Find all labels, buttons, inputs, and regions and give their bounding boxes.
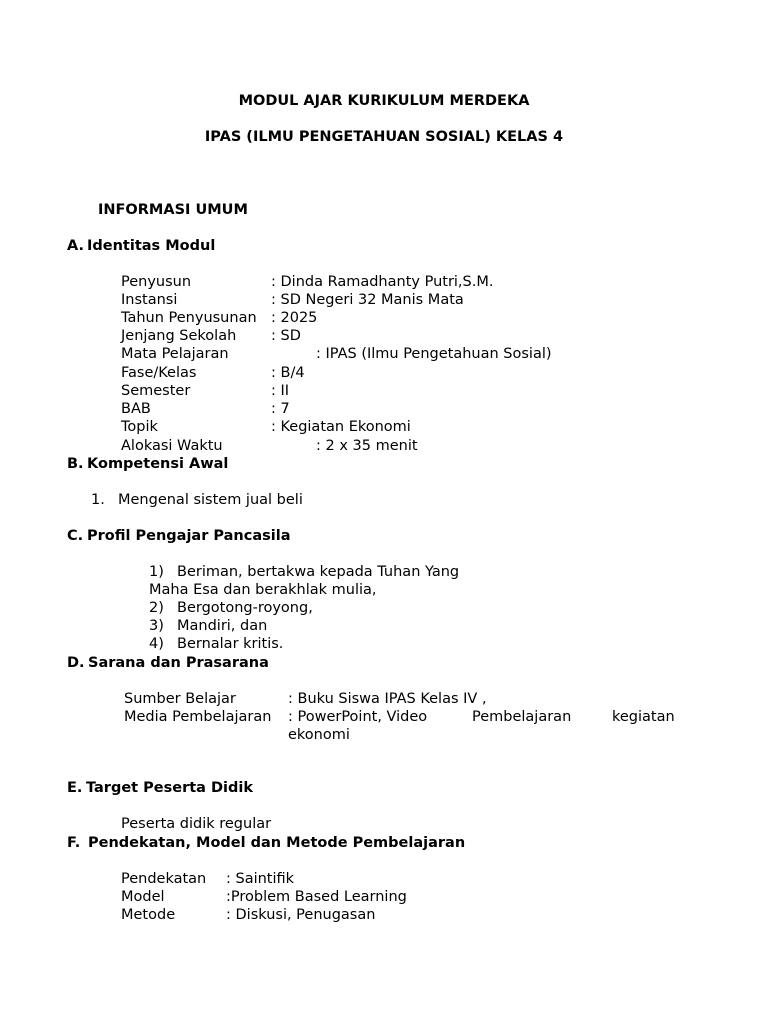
pendekatan-value: : Diskusi, Penugasan xyxy=(226,907,376,923)
identitas-value: : 7 xyxy=(271,401,290,417)
identitas-value: : SD Negeri 32 Manis Mata xyxy=(271,292,464,308)
identitas-value: : Dinda Ramadhanty Putri,S.M. xyxy=(271,274,494,290)
section-c-letter: C. xyxy=(67,528,84,544)
identitas-label: Semester xyxy=(121,383,191,399)
kompetensi-number: 1. xyxy=(91,492,105,508)
pendekatan-label: Metode xyxy=(121,907,176,923)
sarana-label: Media Pembelajaran xyxy=(124,709,272,725)
identitas-label: Topik xyxy=(121,419,158,435)
section-e-title: Target Peserta Didik xyxy=(86,780,253,796)
sarana-value-continuation: ekonomi xyxy=(288,727,350,743)
pendekatan-label: Pendekatan xyxy=(121,871,207,887)
sarana-value: : Buku Siswa IPAS Kelas IV , xyxy=(288,691,487,707)
sarana-value-part: Pembelajaran xyxy=(472,709,572,725)
sarana-value-part: kegiatan xyxy=(612,709,675,725)
section-f-title: Pendekatan, Model dan Metode Pembelajaran xyxy=(88,835,466,851)
section-e-letter: E. xyxy=(67,780,83,796)
identitas-label: Jenjang Sekolah xyxy=(121,328,237,344)
identitas-label: Fase/Kelas xyxy=(121,365,197,381)
kompetensi-item: Mengenal sistem jual beli xyxy=(118,492,303,508)
section-c-title: Profil Pengajar Pancasila xyxy=(87,528,291,544)
target-text: Peserta didik regular xyxy=(121,816,272,832)
pendekatan-value: : Saintifik xyxy=(226,871,295,887)
section-a-letter: A. xyxy=(67,238,84,254)
sarana-label: Sumber Belajar xyxy=(124,691,236,707)
document-subtitle: IPAS (ILMU PENGETAHUAN SOSIAL) KELAS 4 xyxy=(204,129,564,145)
profil-number: 2) xyxy=(149,600,164,616)
profil-text: Bergotong-royong, xyxy=(177,600,313,616)
section-f-letter: F. xyxy=(67,835,81,851)
profil-text: Mandiri, dan xyxy=(177,618,268,634)
section-d-title: Sarana dan Prasarana xyxy=(88,655,269,671)
profil-number: 1) xyxy=(149,564,164,580)
identitas-label: Instansi xyxy=(121,292,178,308)
sarana-value-part: : PowerPoint, Video xyxy=(288,709,428,725)
identitas-value: : B/4 xyxy=(271,365,305,381)
identitas-value: : SD xyxy=(271,328,301,344)
profil-text: Bernalar kritis. xyxy=(177,636,284,652)
identitas-value: : II xyxy=(271,383,290,399)
pendekatan-value: :Problem Based Learning xyxy=(226,889,407,905)
identitas-label: BAB xyxy=(121,401,151,417)
identitas-label: Alokasi Waktu xyxy=(121,438,223,454)
section-b-title: Kompetensi Awal xyxy=(87,456,229,472)
document-title: MODUL AJAR KURIKULUM MERDEKA xyxy=(238,93,530,109)
profil-text: Maha Esa dan berakhlak mulia, xyxy=(149,582,377,598)
identitas-label: Mata Pelajaran xyxy=(121,346,229,362)
identitas-label: Tahun Penyusunan xyxy=(121,310,257,326)
identitas-value: : Kegiatan Ekonomi xyxy=(271,419,411,435)
info-heading: INFORMASI UMUM xyxy=(98,202,248,218)
profil-text: Beriman, bertakwa kepada Tuhan Yang xyxy=(177,564,460,580)
identitas-value: : IPAS (Ilmu Pengetahuan Sosial) xyxy=(316,346,552,362)
section-a-title: Identitas Modul xyxy=(87,238,216,254)
profil-number: 3) xyxy=(149,618,164,634)
profil-number: 4) xyxy=(149,636,164,652)
section-d-letter: D. xyxy=(67,655,85,671)
identitas-label: Penyusun xyxy=(121,274,192,290)
identitas-value: : 2025 xyxy=(271,310,318,326)
identitas-value: : 2 x 35 menit xyxy=(316,438,418,454)
section-b-letter: B. xyxy=(67,456,84,472)
pendekatan-label: Model xyxy=(121,889,165,905)
